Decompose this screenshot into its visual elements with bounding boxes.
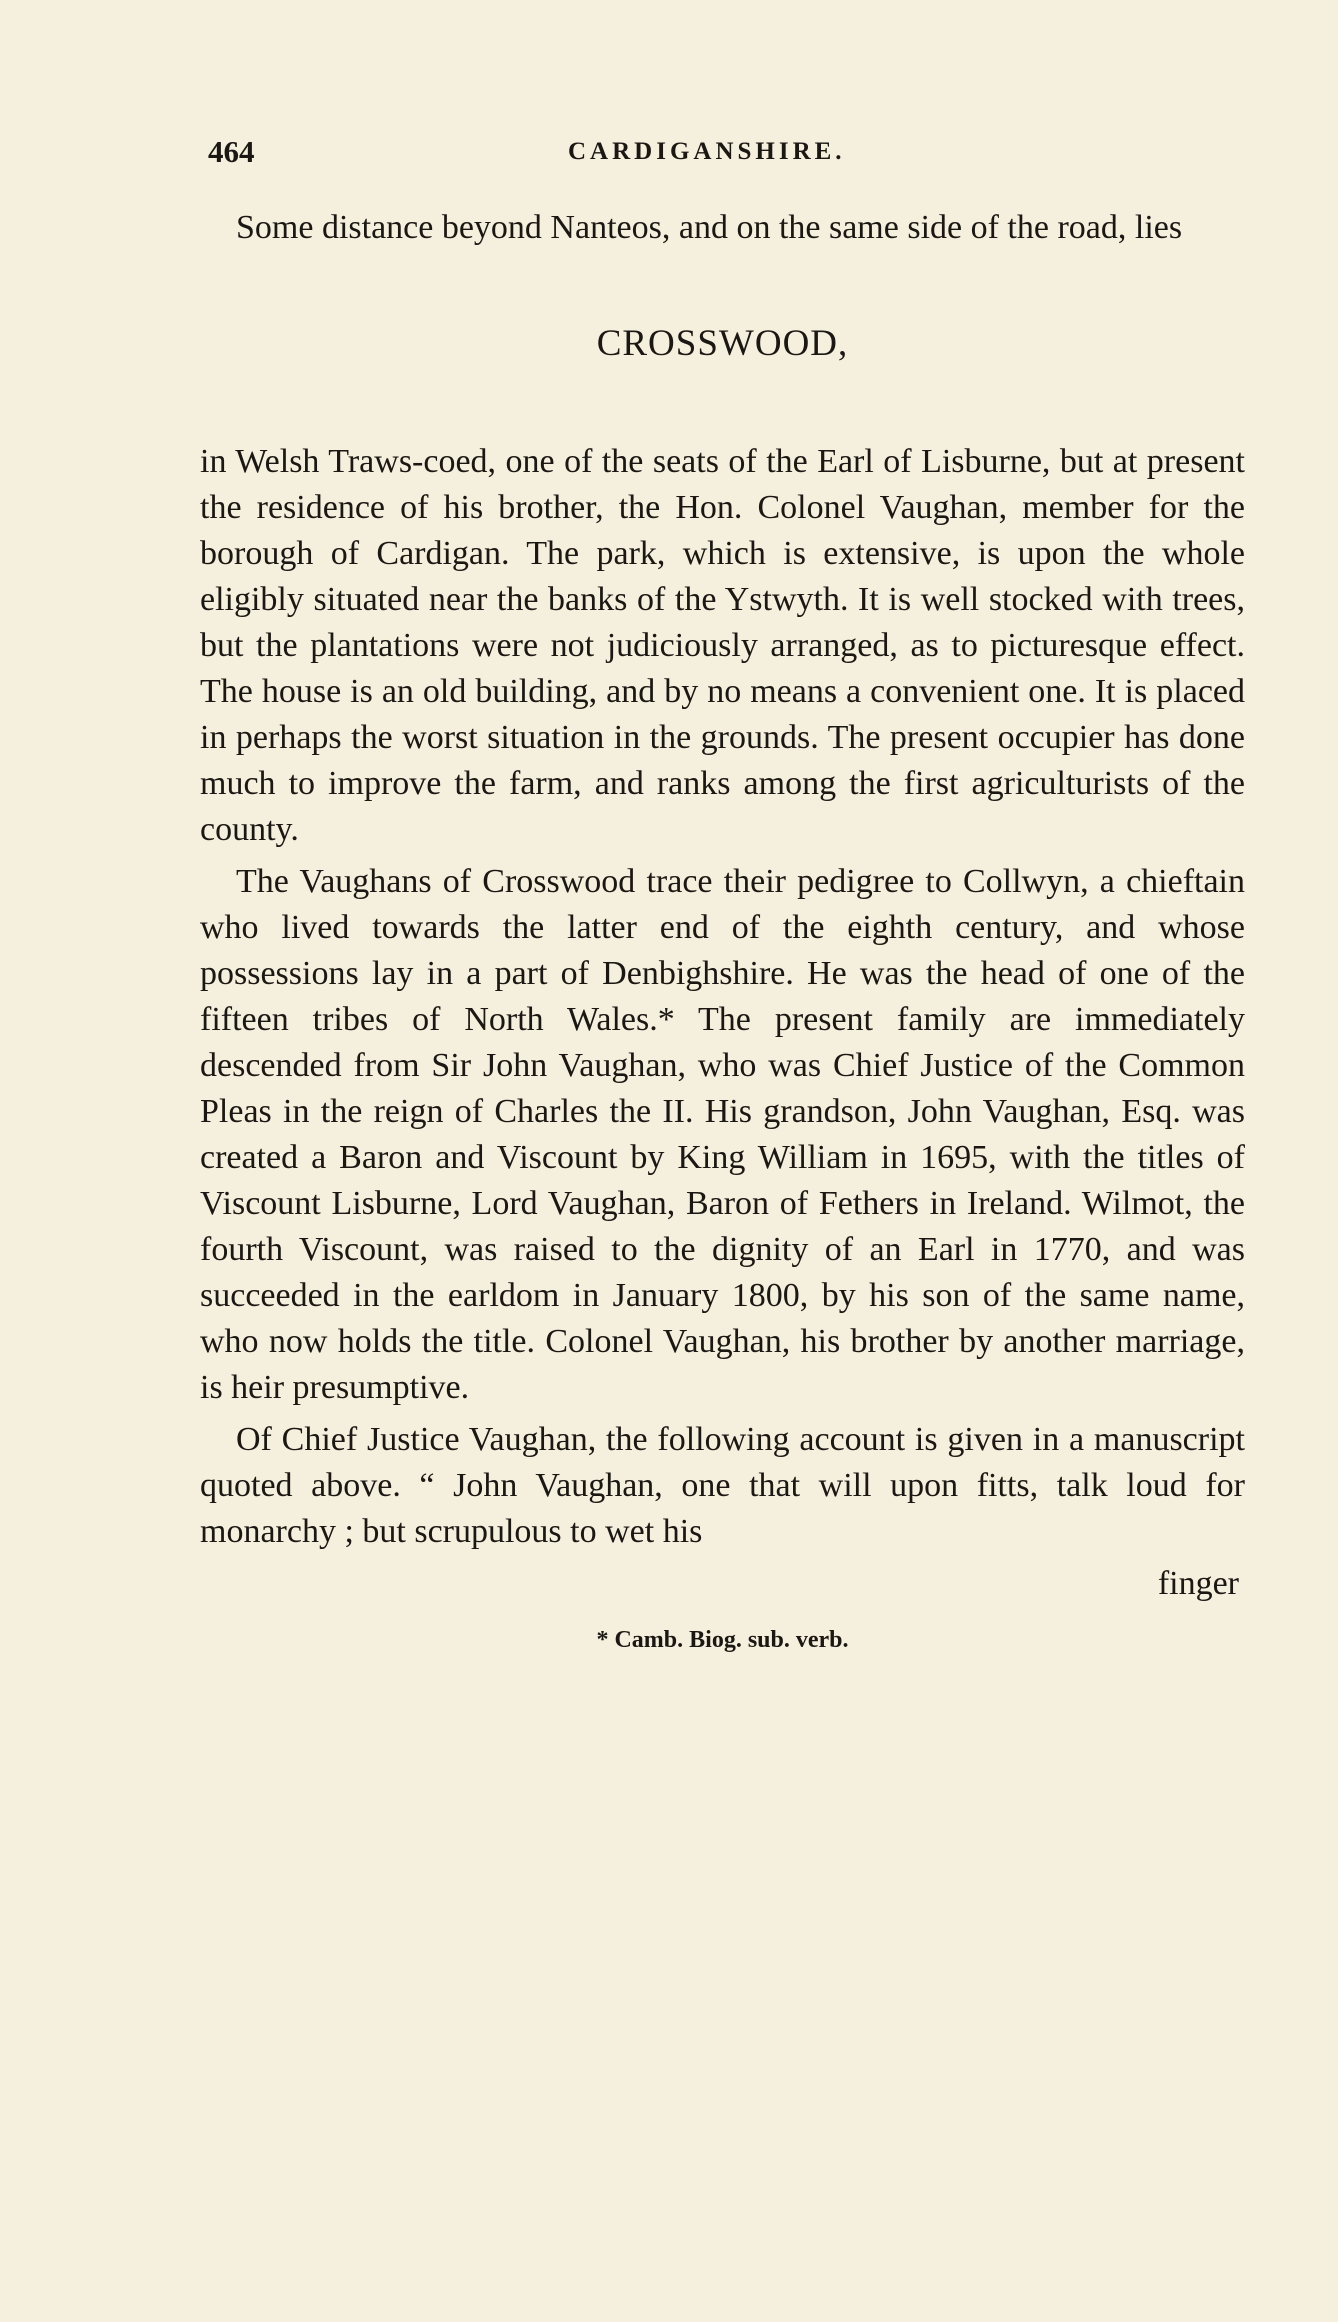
paragraph-2: The Vaughans of Crosswood trace their pedigree to Collwyn, a chieftain who lived towards the latter end of the eighth century, and whose possessions lay in a part of Denbighshire. He was the head of one of the fifteen tribes of North Wales.* The present family are immediately descended from Sir John Vaughan, who was Chief Justice of the Common Pleas in the reign of Charles the II. His grandson, John Vaughan, Esq. was created a Baron and Viscount by King William in 1695, with the titles of Viscount Lisburne, Lord Vaughan, Baron of Fethers in Ireland. Wilmot, the fourth Viscount, was raised to the dignity of an Earl in 1770, and was succeeded in the earldom in January 1800, by his son of the same name, who now holds the title. Colonel Vaughan, his brother by another marriage, is heir presumptive.	[200, 863, 1245, 1406]
footnote-mark: *	[596, 1627, 609, 1653]
running-head: CARDIGANSHIRE.	[568, 138, 846, 165]
footnote	[200, 1625, 1245, 1655]
section-title: CROSSWOOD,	[596, 323, 849, 364]
page-header	[208, 134, 1108, 174]
footnote-text: Camb. Biog. sub. verb.	[614, 1627, 849, 1653]
page-number: 464	[208, 134, 255, 169]
paragraph-1: in Welsh Traws-coed, one of the seats of the Earl of Lisburne, but at present the residence of his brother, the Hon. Colonel Vaughan, member for the borough of Cardigan. The park, which is extensive, is upon the whole eligibly situated near the banks of the Ystwyth. It is well stocked with trees, but the plantations were not judiciously arranged, as to picturesque effect. The house is an old building, and by no means a convenient one. It is placed in perhaps the worst situation in the grounds. The present occupier has done much to improve the farm, and ranks among the first agriculturists of the county.	[200, 443, 1245, 848]
paragraph-3: Of Chief Justice Vaughan, the following account is given in a manuscript quoted above. “ John Vaughan, one that will upon fitts, talk loud for monarchy ; but scrupulous to wet his	[200, 1421, 1245, 1550]
catchword: finger	[1157, 1565, 1239, 1602]
intro-paragraph: Some distance beyond Nanteos, and on the same side of the road, lies	[236, 209, 1183, 246]
page-body	[200, 205, 1245, 1655]
